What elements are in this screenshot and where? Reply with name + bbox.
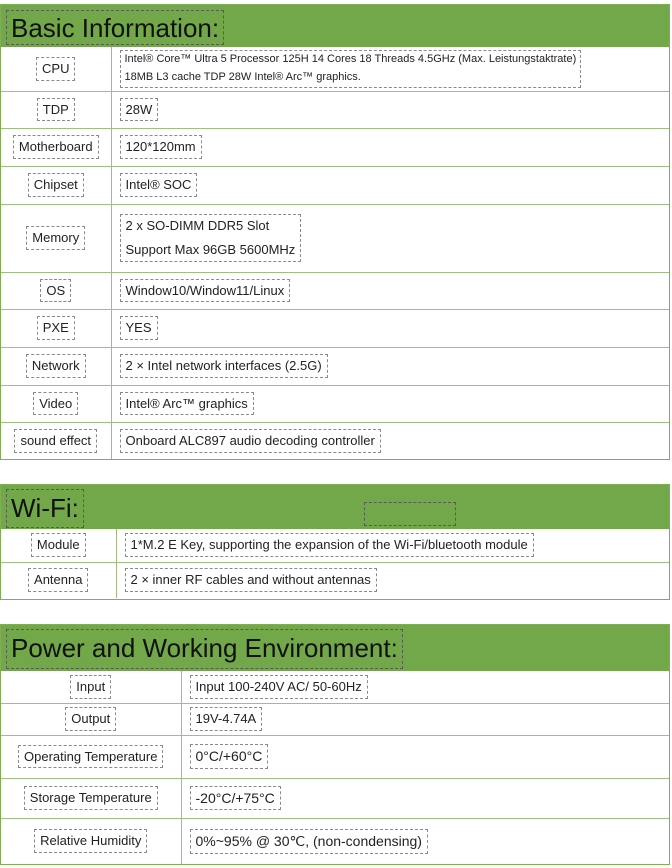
row-value: 0°C/+60°C [190, 744, 269, 769]
row-value-line: Intel® Core™ Ultra 5 Processor 125H 14 Cores 18 Threads 4.5GHz (Max. Leistungstaktrate) [124, 52, 577, 65]
row-value: 28W [120, 98, 159, 122]
basic-information-section [0, 4, 670, 460]
table-row [1, 91, 669, 128]
row-label: OS [40, 279, 71, 303]
row-value-line: 2 x SO-DIMM DDR5 Slot [125, 218, 270, 234]
row-label: Input [70, 675, 111, 699]
row-value: 1*M.2 E Key, supporting the expansion of the Wi-Fi/bluetooth module [125, 533, 534, 557]
table-row [1, 818, 669, 864]
row-label: TDP [37, 98, 75, 122]
power-section [0, 624, 670, 865]
table-row [1, 562, 669, 598]
row-label: Video [33, 392, 78, 416]
row-value: Onboard ALC897 audio decoding controller [120, 429, 381, 453]
spec-table-basic [1, 47, 669, 459]
row-label: Relative Humidity [34, 829, 147, 853]
section-header [1, 625, 669, 671]
row-label: Output [65, 707, 116, 731]
spec-table-wifi [1, 529, 669, 598]
row-value: Intel® SOC [120, 173, 198, 197]
row-value [120, 50, 582, 88]
row-label: Network [26, 354, 86, 378]
table-row [1, 703, 669, 735]
row-label: Memory [26, 226, 85, 250]
row-label: Module [31, 533, 86, 557]
table-row [1, 347, 669, 385]
section-title: Basic Information: [6, 10, 224, 45]
section-title: Power and Working Environment: [6, 629, 403, 669]
row-label: Operating Temperature [18, 745, 163, 769]
wifi-section [0, 484, 670, 600]
row-value: YES [120, 316, 158, 340]
spec-table-power [1, 671, 669, 864]
section-header [1, 5, 669, 47]
table-row [1, 778, 669, 818]
row-value-line: Support Max 96GB 5600MHz [125, 242, 296, 257]
row-label: CPU [36, 57, 75, 81]
row-value-line: 18MB L3 cache TDP 28W Intel® Arc™ graphics. [124, 70, 361, 83]
table-row [1, 204, 669, 272]
row-value: 0%~95% @ 30℃, (non-condensing) [190, 829, 428, 854]
row-label: sound effect [14, 429, 97, 453]
row-value: 120*120mm [120, 135, 202, 159]
row-value: Input 100-240V AC/ 50-60Hz [190, 675, 368, 699]
section-title: Wi-Fi: [6, 489, 84, 528]
row-value: 2 × Intel network interfaces (2.5G) [120, 354, 328, 378]
table-row [1, 272, 669, 309]
empty-dashed-box [364, 502, 456, 526]
table-row [1, 47, 669, 91]
row-label: Motherboard [13, 135, 99, 159]
row-label: Chipset [28, 173, 84, 197]
row-value: 19V-4.74A [190, 707, 263, 731]
table-row [1, 735, 669, 778]
row-label: PXE [37, 316, 75, 340]
row-value [120, 214, 302, 261]
table-row [1, 529, 669, 562]
table-row [1, 128, 669, 166]
table-row [1, 309, 669, 347]
row-value: Intel® Arc™ graphics [120, 392, 254, 416]
row-value: Window10/Window11/Linux [120, 279, 291, 303]
row-label: Antenna [28, 568, 88, 592]
table-row [1, 166, 669, 204]
section-header [1, 485, 669, 529]
row-label: Storage Temperature [24, 786, 158, 810]
table-row [1, 422, 669, 459]
table-row [1, 385, 669, 422]
row-value: 2 × inner RF cables and without antennas [125, 568, 377, 592]
table-row [1, 671, 669, 703]
row-value: -20°C/+75°C [190, 786, 281, 811]
